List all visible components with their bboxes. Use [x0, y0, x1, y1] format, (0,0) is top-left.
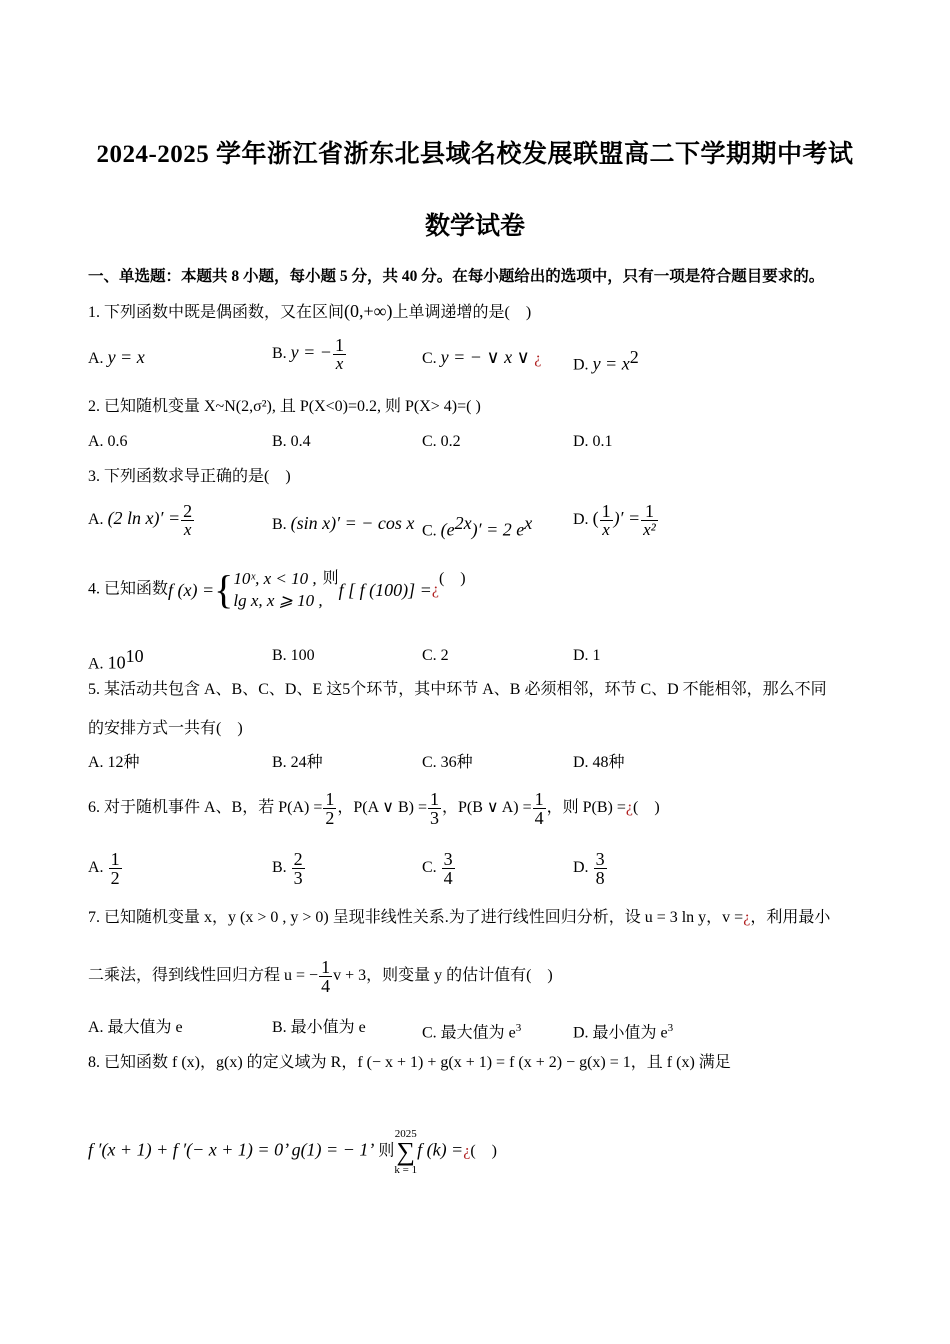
- q2-option-c: C. 0.2: [422, 433, 461, 450]
- question-2-stem: 2. 已知随机变量 X~N(2,σ²), 且 P(X<0)=0.2, 则 P(X> 4)=( ): [88, 398, 481, 415]
- q5-option-c: C. 36种: [422, 754, 473, 771]
- q3-option-c: C. $(e^{2x})' = 2$ $e^x$: [422, 513, 533, 540]
- q1-option-c: C. y = − ∨ x ∨ ¿: [422, 347, 542, 367]
- question-8-line1: 8. 已知函数 f (x)，g(x) 的定义域为 R，f (− x + 1) + g(x + 1) = f (x + 2) − g(x) = 1，且 f (x) 满足: [88, 1054, 731, 1071]
- q7-option-b: B. 最小值为 e: [272, 1019, 366, 1036]
- exam-subtitle: 数学试卷: [424, 213, 525, 240]
- question-8-line2: f ′(x + 1) + f ′(− x + 1) = 0’ g(1) = − 1’ 则2025 ∑ k = 1f (k) =¿( ): [88, 1128, 497, 1176]
- q2-option-b: B. 0.4: [272, 433, 311, 450]
- q6-option-b: B. $\frac{2}{3}$: [272, 849, 303, 888]
- question-3-stem: 3. 下列函数求导正确的是( ): [88, 468, 291, 485]
- q1-stem-b: 上单调递增的是( ): [392, 304, 532, 321]
- question-5-line1: 5. 某活动共包含 A、B、C、D、E 这5个环节，其中环节 A、B 必须相邻，环节 C、D 不能相邻，那么不同: [88, 681, 827, 698]
- question-7-line1: 7. 已知随机变量 x，y (x > 0 , y > 0) 呈现非线性关系.为了进行线性回归分析，设 u = 3 ln y，v =¿，利用最小: [88, 909, 831, 926]
- q7-option-d: D. 最小值为 $e^3$: [573, 1022, 674, 1042]
- q3-option-b: B. (sin x)′ = − cos x: [272, 513, 415, 533]
- exam-title: 2024-2025 学年浙江省浙东北县域名校发展联盟高二下学期期中考试: [96, 141, 854, 168]
- q1-option-c-mark: ¿: [534, 350, 542, 367]
- question-4-stem: 4. 已知函数f (x) ={ 10ˣ, x < 10 , lg x, x ⩾ 10 , 则f [ f (100)] =¿( ): [88, 567, 466, 612]
- q6-option-d: D. $\frac{3}{8}$: [573, 849, 605, 888]
- q2-option-d: D. 0.1: [573, 433, 613, 450]
- q1-option-d: D. $y = x^2$: [573, 347, 639, 374]
- q8-summation: 2025 ∑ k = 1: [394, 1128, 418, 1176]
- q4-option-b: B. 100: [272, 647, 315, 664]
- q7-option-a: A. 最大值为 e: [88, 1019, 183, 1036]
- q4-piecewise: 10ˣ, x < 10 , lg x, x ⩾ 10 ,: [233, 569, 323, 610]
- q6-option-c: C. $\frac{3}{4}$: [422, 849, 453, 888]
- q6-option-a: A. $\frac{1}{2}$: [88, 849, 120, 888]
- q1-interval: (0,+∞): [344, 301, 393, 321]
- q4-option-c: C. 2: [422, 647, 449, 664]
- q3-option-a: A. (2 ln x)′ = $\frac{2}{x}$: [88, 501, 193, 539]
- q1-option-b-fraction: $\frac{1}{x}$: [334, 335, 344, 373]
- q5-option-b: B. 24种: [272, 754, 323, 771]
- q4-option-a: A. $10^{10}$: [88, 646, 144, 673]
- q7-option-c: C. 最大值为 $e^3$: [422, 1022, 522, 1042]
- q2-option-a: A. 0.6: [88, 433, 128, 450]
- q3-option-a-fraction: $\frac{2}{x}$: [183, 501, 193, 539]
- q1-option-a: A. y = x: [88, 347, 145, 367]
- q5-option-a: A. 12种: [88, 754, 140, 771]
- question-1-stem: [88, 300, 531, 324]
- q1-stem-a: 1. 下列函数中既是偶函数，又在区间: [88, 304, 345, 321]
- section-heading: 一、单选题：本题共 8 小题，每小题 5 分，共 40 分。在每小题给出的选项中，只有一项是符合题目要求的。: [88, 268, 825, 285]
- question-6-stem: 6. 对于随机事件 A、B，若 P(A) = $\frac{1}{2}$ ，P(A ∨ B) = $\frac{1}{3}$ ，P(B ∨ A) = $\frac{1}{4}$ ，则 P(B) =¿( ): [88, 789, 660, 828]
- q1-option-b: B. y = − $\frac{1}{x}$: [272, 335, 344, 373]
- question-5-line2: 的安排方式一共有( ): [88, 720, 243, 737]
- q5-option-d: D. 48种: [573, 754, 625, 771]
- question-7-line2: 二乘法，得到线性回归方程 u = − $\frac{1}{4}$ v + 3，则变量 y 的估计值有( ): [88, 957, 553, 996]
- q4-option-d: D. 1: [573, 647, 601, 664]
- q3-option-d: D. ( $\frac{1}{x}$ )′ = $\frac{1}{\text{x²}}$: [573, 501, 656, 539]
- q1-option-a-expr: y = x: [107, 347, 145, 367]
